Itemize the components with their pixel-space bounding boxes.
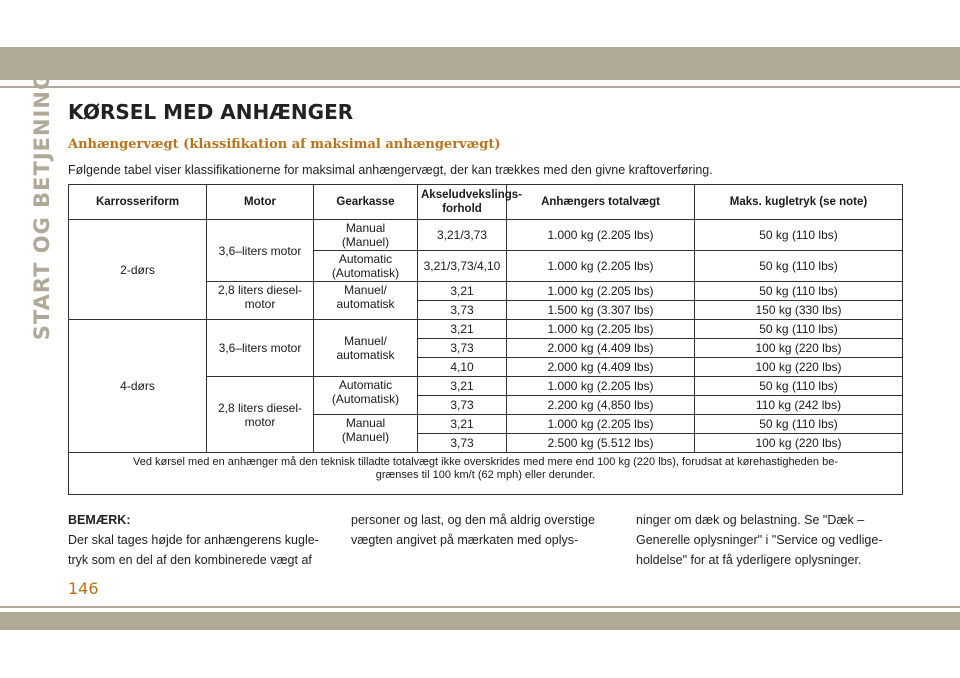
table-footnote-row — [69, 453, 903, 495]
tongue-weight-cell: 100 kg (220 lbs) — [695, 434, 903, 453]
section-subtitle: Anhængervægt (klassifikation af maksimal anhængervægt) — [68, 137, 501, 152]
transmission-cell: Manual (Manuel) — [314, 220, 418, 251]
trailer-weight-cell: 2.500 kg (5.512 lbs) — [507, 434, 695, 453]
table-row — [69, 220, 903, 251]
trailer-weight-cell: 1.000 kg (2.205 lbs) — [507, 251, 695, 282]
footer-band — [0, 612, 960, 630]
page-title: KØRSEL MED ANHÆNGER — [68, 100, 354, 124]
note-text-1: Der skal tages højde for anhængerens kugle- tryk som en del af den kombinerede vægt af — [68, 533, 319, 567]
transmission-cell: Automatic (Automatisk) — [314, 377, 418, 415]
tongue-weight-cell: 110 kg (242 lbs) — [695, 396, 903, 415]
trailer-weight-cell: 1.000 kg (2.205 lbs) — [507, 377, 695, 396]
note-text-3: ninger om dæk og belastning. Se "Dæk – Generelle oplysninger" i "Service og vedlige- holdelse" for at få yderligere oplysninger. — [636, 513, 883, 567]
trailer-weight-cell: 2.200 kg (4,850 lbs) — [507, 396, 695, 415]
trailer-weight-cell: 1.000 kg (2.205 lbs) — [507, 415, 695, 434]
header-axle-ratio: Akseludvekslings- forhold — [418, 185, 507, 220]
tongue-weight-cell: 50 kg (110 lbs) — [695, 282, 903, 301]
transmission-cell: Manuel/ automatisk — [314, 320, 418, 377]
transmission-cell: Automatic (Automatisk) — [314, 251, 418, 282]
section-tab — [28, 71, 56, 341]
section-tab-label: START OG BETJENING — [30, 71, 54, 341]
engine-cell: 3,6–liters motor — [207, 220, 314, 282]
engine-cell: 2,8 liters diesel- motor — [207, 282, 314, 320]
engine-cell: 2,8 liters diesel- motor — [207, 377, 314, 453]
ratio-cell: 3,73 — [418, 339, 507, 358]
ratio-cell: 3,73 — [418, 301, 507, 320]
note-column-3 — [636, 510, 902, 570]
note-text-2: personer og last, og den må aldrig overstige vægten angivet på mærkaten med oplys- — [351, 513, 595, 547]
tongue-weight-cell: 50 kg (110 lbs) — [695, 251, 903, 282]
ratio-cell: 4,10 — [418, 358, 507, 377]
trailer-weight-cell: 1.000 kg (2.205 lbs) — [507, 282, 695, 301]
table-header-row — [69, 185, 903, 220]
intro-paragraph: Følgende tabel viser klassifikationerne for maksimal anhængervægt, der kan trækkes med den givne kraftoverføring. — [68, 163, 713, 177]
engine-cell: 3,6–liters motor — [207, 320, 314, 377]
header-band — [0, 47, 960, 80]
ratio-cell: 3,21/3,73 — [418, 220, 507, 251]
ratio-cell: 3,21/3,73/4,10 — [418, 251, 507, 282]
towing-weight-table — [68, 184, 903, 495]
ratio-cell: 3,73 — [418, 396, 507, 415]
ratio-cell: 3,21 — [418, 320, 507, 339]
page-number: 146 — [68, 579, 99, 598]
body-style-cell: 4-dørs — [69, 320, 207, 453]
note-column-1 — [68, 510, 338, 570]
ratio-cell: 3,21 — [418, 282, 507, 301]
tongue-weight-cell: 50 kg (110 lbs) — [695, 377, 903, 396]
note-heading: BEMÆRK: — [68, 513, 131, 527]
trailer-weight-cell: 2.000 kg (4.409 lbs) — [507, 358, 695, 377]
tongue-weight-cell: 150 kg (330 lbs) — [695, 301, 903, 320]
body-style-cell: 2-dørs — [69, 220, 207, 320]
tongue-weight-cell: 50 kg (110 lbs) — [695, 220, 903, 251]
footer-rule — [0, 606, 960, 608]
trailer-weight-cell: 1.500 kg (3.307 lbs) — [507, 301, 695, 320]
table-row — [69, 320, 903, 339]
header-tongue-weight: Maks. kugletryk (se note) — [695, 185, 903, 220]
transmission-cell: Manuel/ automatisk — [314, 282, 418, 320]
tongue-weight-cell: 50 kg (110 lbs) — [695, 320, 903, 339]
ratio-cell: 3,21 — [418, 377, 507, 396]
header-rule — [0, 86, 960, 88]
table-footnote: Ved kørsel med en anhænger må den teknisk tilladte totalvægt ikke overskrides med mere end 100 kg (220 lbs), forudsat at kørehastigheden be- grænses til 100 km/t (62 mph) eller derunder. — [69, 453, 903, 495]
header-engine: Motor — [207, 185, 314, 220]
header-trailer-weight: Anhængers totalvægt — [507, 185, 695, 220]
ratio-cell: 3,21 — [418, 415, 507, 434]
note-column-2 — [351, 510, 621, 550]
tongue-weight-cell: 50 kg (110 lbs) — [695, 415, 903, 434]
trailer-weight-cell: 1.000 kg (2.205 lbs) — [507, 220, 695, 251]
trailer-weight-cell: 2.000 kg (4.409 lbs) — [507, 339, 695, 358]
trailer-weight-cell: 1.000 kg (2.205 lbs) — [507, 320, 695, 339]
transmission-cell: Manual (Manuel) — [314, 415, 418, 453]
tongue-weight-cell: 100 kg (220 lbs) — [695, 358, 903, 377]
header-transmission: Gearkasse — [314, 185, 418, 220]
header-body-style: Karrosseriform — [69, 185, 207, 220]
tongue-weight-cell: 100 kg (220 lbs) — [695, 339, 903, 358]
ratio-cell: 3,73 — [418, 434, 507, 453]
